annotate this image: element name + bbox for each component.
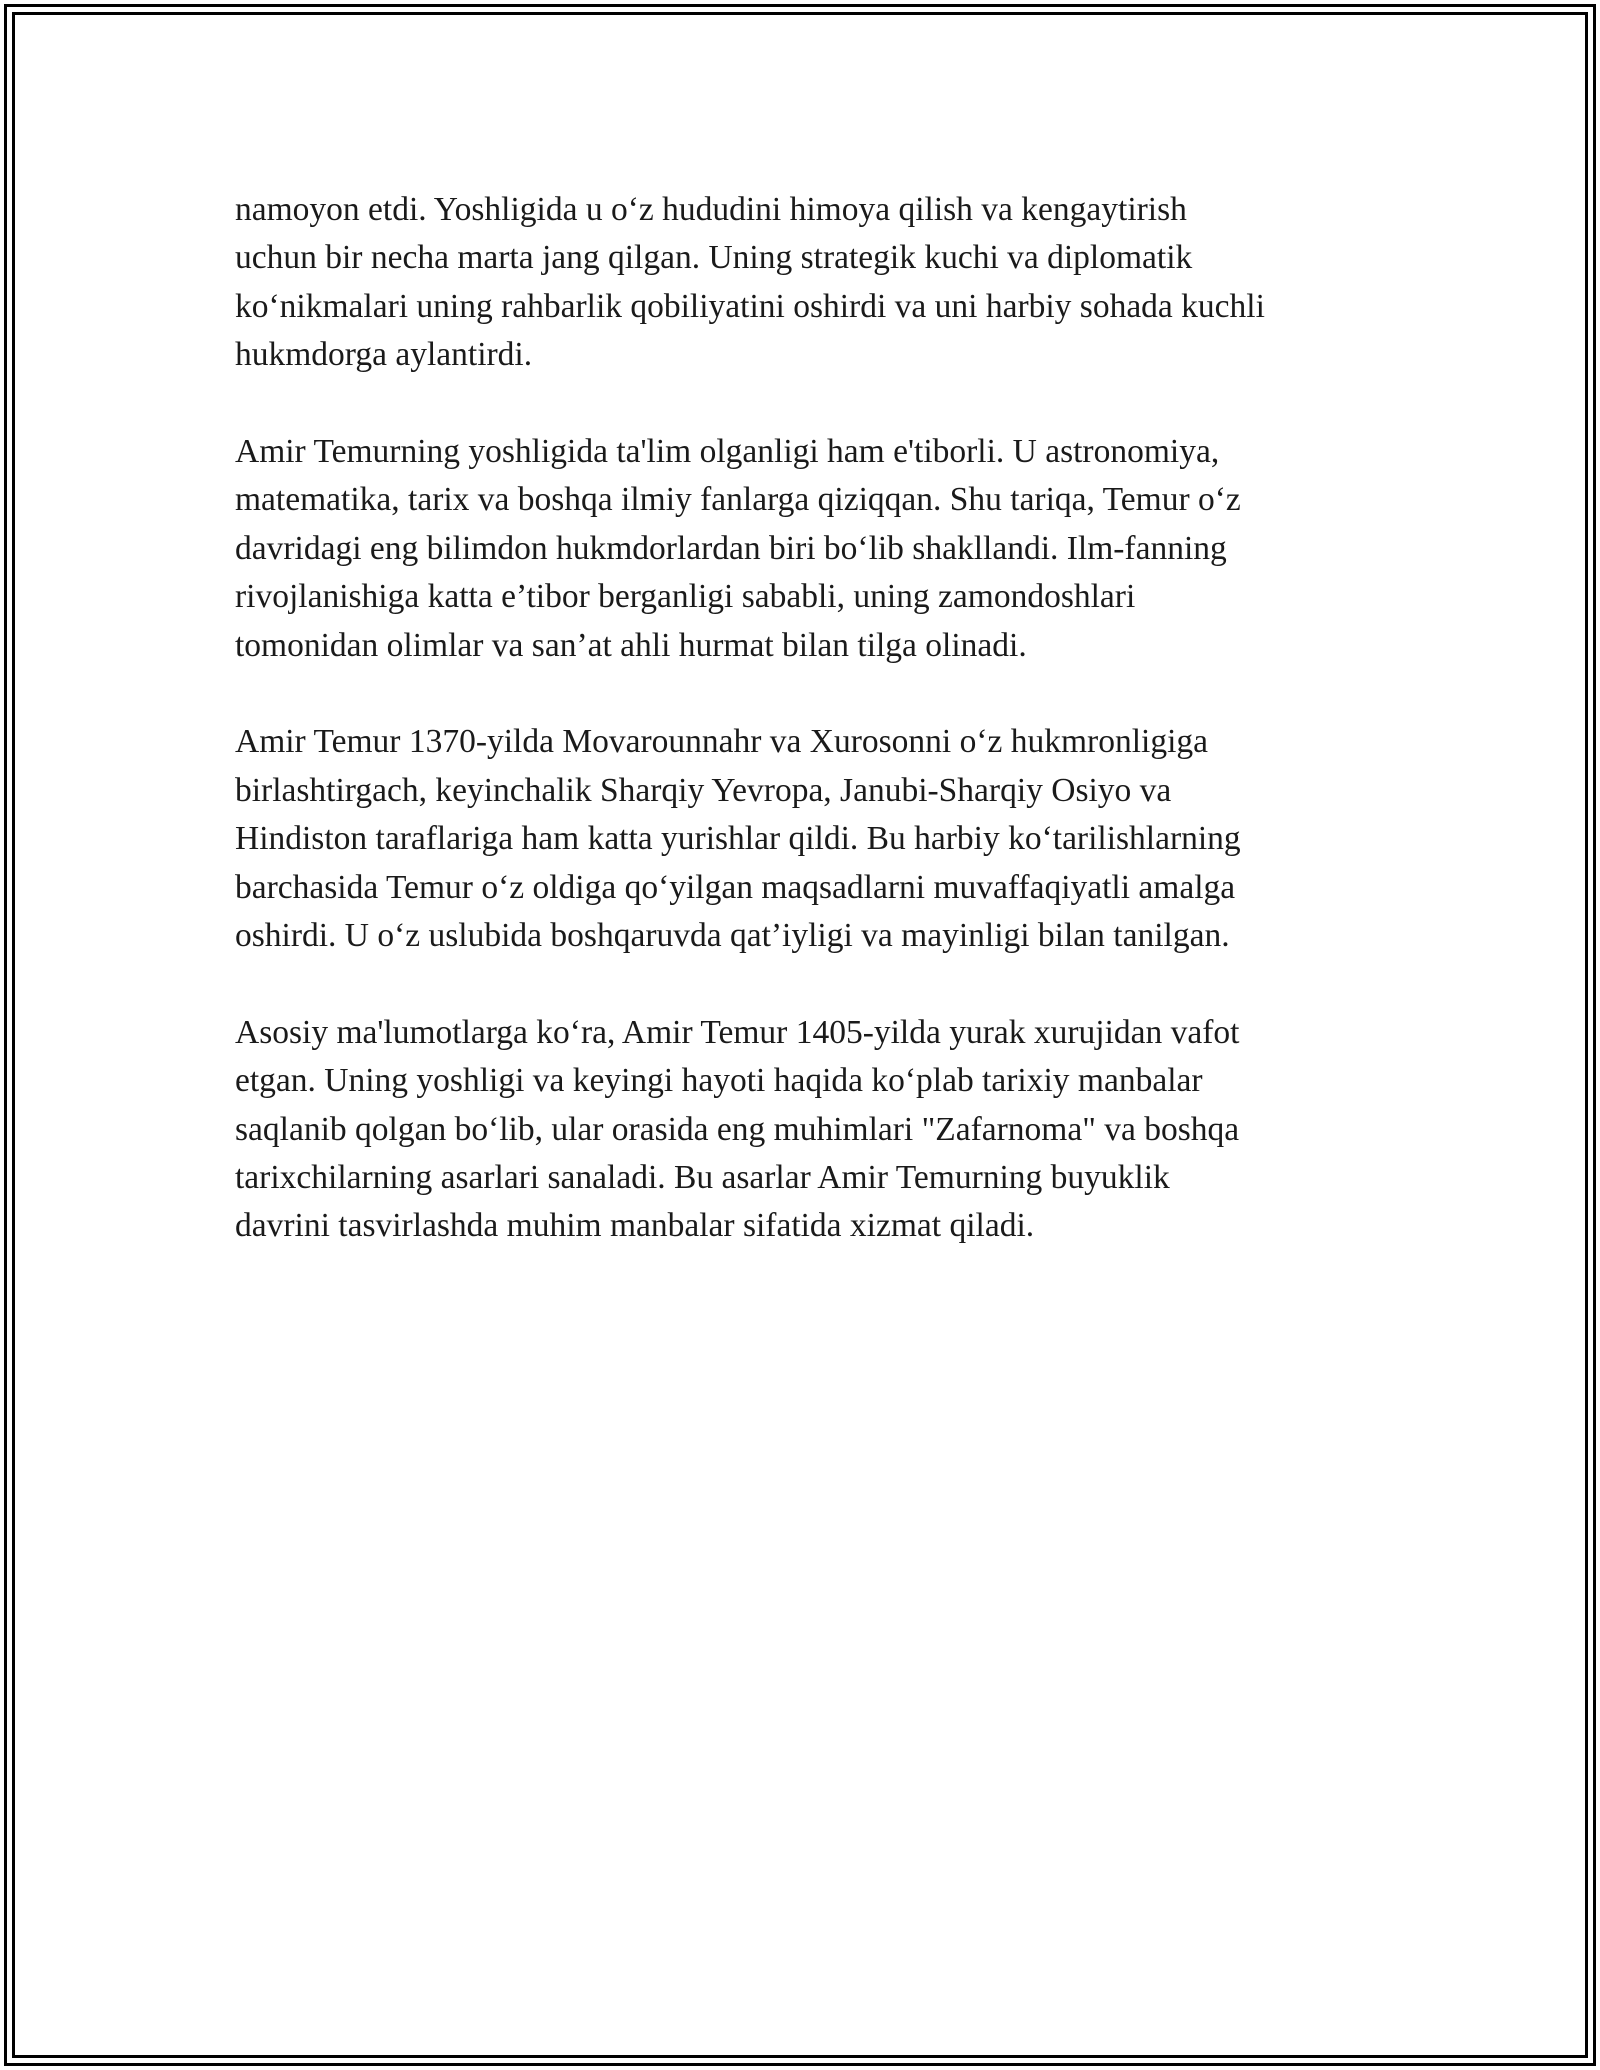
paragraph-2: Amir Temurning yoshligida ta'lim olganligi ham e'tiborli. U astronomiya, matematika, tarix va boshqa ilmiy fanlarga qiziqqan. Shu tariqa, Temur o‘z davridagi eng bilimdon hukmdorlardan biri bo‘lib shakllandi. Ilm-fanning rivojlanishiga katta e’tibor berganligi sababli, uning zamondoshlari tomonidan olimlar va san’at ahli hurmat bilan tilga olinadi. (235, 433, 1241, 664)
paragraph-4: Asosiy ma'lumotlarga ko‘ra, Amir Temur 1405-yilda yurak xurujidan vafot etgan. Uning yoshligi va keyingi hayoti haqida ko‘plab tarixiy manbalar saqlanib qolgan bo‘lib, ular orasida eng muhimlari "Zafarnoma" va boshqa tarixchilarning asarlari sanaladi. Bu asarlar Amir Temurning buyuklik davrini tasvirlashda muhim manbalar sifatida xizmat qiladi. (235, 1013, 1240, 1245)
paragraph-3: Amir Temur 1370-yilda Movarounnahr va Xurosonni o‘z hukmronligiga birlashtirgach, keyinchalik Sharqiy Yevropa, Janubi-Sharqiy Osiyo va Hindiston taraflariga ham katta yurishlar qildi. Bu harbiy ko‘tarilishlarning barchasida Temur o‘z oldiga qo‘yilgan maqsadlarni muvaffaqiyatli amalga oshirdi. U o‘z uslubida boshqaruvda qat’iyligi va mayinligi bilan tanilgan. (235, 723, 1241, 955)
document-body (235, 186, 1385, 1299)
paragraph-1: namoyon etdi. Yoshligida u o‘z hududini himoya qilish va kengaytirish uchun bir necha marta jang qilgan. Uning strategik kuchi va diplomatik ko‘nikmalari uning rahbarlik qobiliyatini oshirdi va uni harbiy sohada kuchli hukmdorga aylantirdi. (235, 191, 1265, 374)
